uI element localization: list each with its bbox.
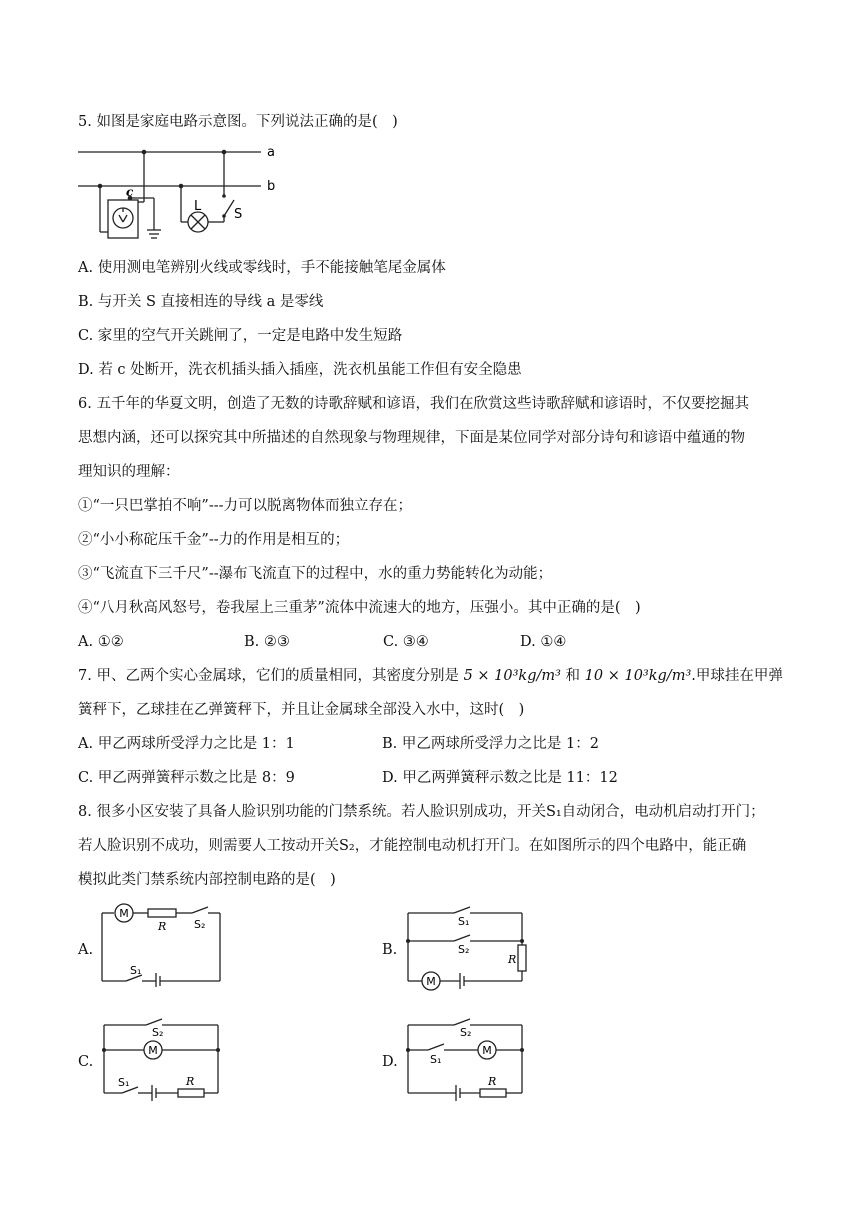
q8-choice-a-label: A. (78, 942, 94, 958)
q8-circuit-b (404, 903, 534, 993)
q5-stem: 5. 如图是家庭电路示意图。下列说法正确的是( ) (78, 114, 398, 130)
q7-density-2: 10 × 10³kg/m³ (584, 668, 692, 684)
resistor-R-label: R (158, 920, 167, 933)
switch-S1-label: S₁ (430, 1053, 442, 1066)
q7-stem-mid: 和 (560, 668, 585, 684)
q5-option-a: A. 使用测电笔辨别火线或零线时，手不能接触笔尾金属体 (78, 260, 446, 276)
q8-stem-line-3: 模拟此类门禁系统内部控制电路的是( ) (78, 872, 336, 888)
q8-choice-b-label: B. (382, 942, 398, 958)
q7-stem-suffix: .甲球挂在甲弹 (691, 668, 783, 684)
q6-stem-line-3: 理知识的理解： (78, 464, 180, 480)
q8-choice-d-label: D. (382, 1054, 398, 1070)
q6-stem-line-2: 思想内涵，还可以探究其中所描述的自然现象与物理规律，下面是某位同学对部分诗句和谚语中蕴通的物 (78, 430, 745, 446)
q6-item-1: ①“一只巴掌拍不响”---力可以脱离物体而独立存在； (78, 498, 413, 514)
motor-M-label: M (148, 1044, 158, 1057)
q7-density-1: 5 × 10³kg/m³ (463, 668, 561, 684)
q6-item-3: ③“飞流直下三千尺”--瀑布飞流直下的过程中，水的重力势能转化为动能； (78, 566, 553, 582)
q8-stem-line-2: 若人脸识别不成功，则需要人工按动开关S₂，才能控制电动机打开门。在如图所示的四个电路中，能正确 (78, 838, 747, 854)
q8-circuit-c (100, 1015, 230, 1105)
q6-stem-line-1: 6. 五千年的华夏文明，创造了无数的诗歌辞赋和谚语，我们在欣赏这些诗歌辞赋和谚语时，不仅要挖掘其 (78, 396, 749, 412)
switch-S1-label: S₁ (130, 964, 142, 977)
q7-stem-line-2: 簧秤下，乙球挂在乙弹簧秤下，并且让金属球全部没入水中，这时( ) (78, 702, 525, 718)
q6-item-2: ②“小小称砣压千金”--力的作用是相互的； (78, 532, 350, 548)
q7-option-c: C. 甲乙两弹簧秤示数之比是 8：9 (78, 770, 295, 786)
q7-stem-line-1 (78, 666, 783, 686)
motor-M-label: M (482, 1044, 492, 1057)
q6-item-4: ④“八月秋高风怒号，卷我屋上三重茅”流体中流速大的地方，压强小。其中正确的是( ) (78, 600, 641, 616)
motor-M-label: M (119, 907, 129, 920)
q7-option-d: D. 甲乙两弹簧秤示数之比是 11：12 (382, 770, 618, 786)
resistor-R-label: R (488, 1075, 497, 1088)
q7-option-b: B. 甲乙两球所受浮力之比是 1：2 (382, 736, 599, 752)
switch-S2-label: S₂ (152, 1026, 164, 1039)
resistor-R-label: R (508, 953, 517, 966)
q7-stem-prefix: 7. 甲、乙两个实心金属球，它们的质量相同，其密度分别是 (78, 668, 464, 684)
switch-S1-label: S₁ (118, 1076, 130, 1089)
q8-stem-line-1: 8. 很多小区安装了具备人脸识别功能的门禁系统。若人脸识别成功，开关S₁自动闭合，电动机启动打开门； (78, 804, 765, 820)
q6-option-a: A. ①② (78, 634, 124, 650)
q6-option-c: C. ③④ (383, 634, 429, 650)
q5-household-circuit-figure (78, 140, 298, 250)
point-c-label: c (126, 185, 134, 199)
resistor-R-label: R (186, 1075, 195, 1088)
q8-choice-c-label: C. (78, 1054, 94, 1070)
q8-circuit-a (100, 903, 230, 987)
q7-option-a: A. 甲乙两球所受浮力之比是 1：1 (78, 736, 295, 752)
switch-S2-label: S₂ (460, 1026, 472, 1039)
q5-option-c: C. 家里的空气开关跳闸了，一定是电路中发生短路 (78, 328, 403, 344)
switch-S-label: S (234, 207, 243, 222)
q6-option-d: D. ①④ (520, 634, 567, 650)
wire-b-label: b (267, 179, 276, 194)
q5-option-b: B. 与开关 S 直接相连的导线 a 是零线 (78, 294, 324, 310)
motor-M-label: M (426, 975, 436, 988)
q6-option-b: B. ②③ (244, 634, 290, 650)
q5-option-d: D. 若 c 处断开，洗衣机插头插入插座，洗衣机虽能工作但有安全隐患 (78, 362, 522, 378)
q8-circuit-d (404, 1015, 534, 1105)
lamp-L-label: L (194, 199, 202, 214)
switch-S1-label: S₁ (458, 915, 470, 928)
switch-S2-label: S₂ (458, 943, 470, 956)
switch-S2-label: S₂ (194, 918, 206, 931)
wire-a-label: a (267, 145, 275, 160)
